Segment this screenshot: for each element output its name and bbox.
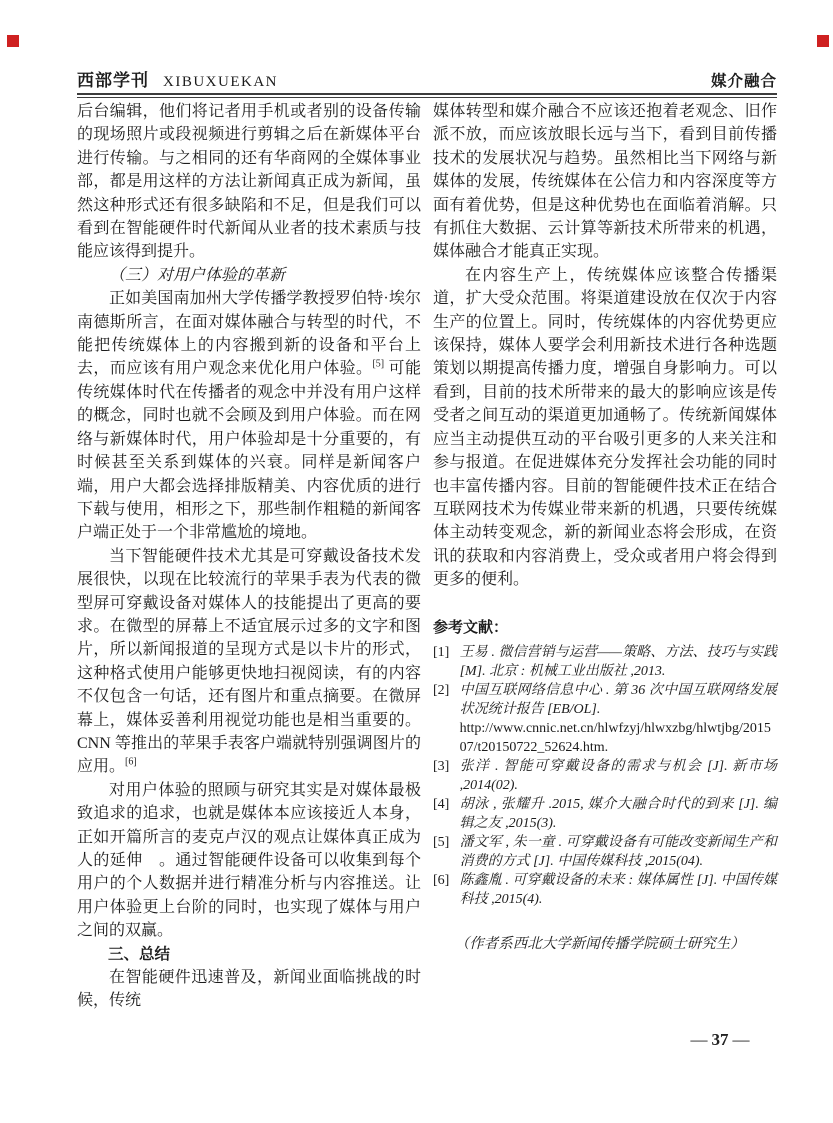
citation-ref-5: [5] (372, 359, 385, 371)
citation-ref-6: [6] (125, 757, 137, 769)
reference-item-3 (433, 757, 777, 795)
corner-marker-left (7, 35, 19, 47)
reference-text: 潘文军 , 朱一童 . 可穿戴设备有可能改变新闻生产和消费的方式 [J]. 中国传媒科技 ,2015(04). (459, 834, 777, 869)
reference-label: [5] (433, 834, 450, 850)
author-note: （作者系西北大学新闻传播学院硕士研究生） (454, 935, 745, 952)
page-number-dash-right: — (732, 1030, 750, 1049)
journal-title-en: XIBUXUEKAN (163, 74, 278, 90)
page-number-dash-left: — (690, 1030, 708, 1049)
paragraph-text: 可能传统媒体时代在传播者的观念中并没有用户这样的概念，同时也就不会顾及到用户体验。而在网络与新媒体时代，用户体验却是十分重要的，有时候甚至关系到媒体的兴衰。同样是新闻客户端，用户大都会选择排版精美、内容优质的进行下载与使用，相形之下，那些制作粗糙的新闻客户端正处于一个非常尴尬的境地。 (77, 360, 421, 542)
paragraph-content-production: 在内容生产上，传统媒体应该整合传播渠道，扩大受众范围。将渠道建设放在仅次于内容生产的位置上。同时，传统媒体的内容优势更应该保持，媒体人要学会利用新技术进行各种选题策划以期提高传播力度，增强自身影响力。可以看到，目前的技术所带来的最大的影响应该是传受者之间互动的渠道更加通畅了。传统新闻媒体应当主动提供互动的平台吸引更多的人来关注和参与报道。在促进媒体充分发挥社会功能的同时也丰富传播内容。目前的智能硬件技术正在结合互联网技术为传媒业带来新的机遇，只要传统媒体主动转变观念，新的新闻业态将会形成，在资讯的获取和内容消费上，受众或者用户将会得到更多的便利。 (433, 266, 777, 589)
journal-title-group (77, 66, 278, 91)
paragraph-text: 正如美国南加州大学传播学教授罗伯特·埃尔南德斯所言，在面对媒体融合与转型的时代，不能把传统媒体上的内容搬到新的设备和平台上去，而应该有用户观念来优化用户体验。 (77, 290, 421, 378)
paragraph-summary-start: 在智能硬件迅速普及，新闻业面临挑战的时候，传统 (77, 969, 421, 1010)
page-header (77, 66, 777, 98)
page-number (655, 1030, 785, 1050)
reference-label: [3] (433, 758, 450, 774)
reference-item-4 (433, 795, 777, 833)
reference-text: 中国互联网络信息中心 . 第 36 次中国互联网络发展状况统计报告 [EB/OL]. (459, 682, 777, 717)
reference-text: 陈鑫胤 . 可穿戴设备的未来 : 媒体属性 [J]. 中国传媒科技 ,2015(4). (459, 872, 777, 907)
reference-item-1 (433, 643, 777, 681)
paragraph-user-experience (77, 287, 421, 544)
reference-label: [4] (433, 796, 450, 812)
header-divider-rule (77, 93, 777, 98)
corner-marker-right (817, 35, 829, 47)
reference-label: [2] (433, 682, 450, 698)
page-number-value: 37 (711, 1030, 729, 1049)
right-column (433, 100, 777, 971)
subsection-heading-3: （三）对用户体验的革新 (109, 266, 286, 284)
section-heading-summary: 三、总结 (108, 945, 171, 963)
reference-label: [1] (433, 644, 450, 660)
reference-text: 胡泳 , 张耀升 .2015, 媒介大融合时代的到来 [J]. 编辑之友 ,2015(3). (459, 796, 777, 831)
paragraph-summary-continuation: 媒体转型和媒介融合不应该还抱着老观念、旧作派不放，而应该放眼长远与当下，看到目前传播技术的发展状况与趋势。虽然相比当下网络与新媒体的发展，传统媒体在公信力和内容深度等方面有着优势，但是这种优势也在面临着消解。只有抓住大数据、云计算等新技术所带来的机遇，媒体融合才能真正实现。 (433, 103, 777, 261)
reference-item-6 (433, 871, 777, 909)
reference-label: [6] (433, 872, 450, 888)
section-label: 媒介融合 (710, 73, 777, 90)
reference-text: 王易 . 微信营销与运营——策略、方法、技巧与实践 [M]. 北京 : 机械工业出版社 ,2013. (459, 644, 777, 679)
paragraph-wearable (77, 545, 421, 779)
references-heading: 参考文献： (433, 618, 509, 636)
references-list (433, 643, 777, 909)
reference-item-2 (433, 681, 777, 757)
journal-title-cn: 西部学刊 (77, 71, 149, 90)
paragraph-continuation: 后台编辑，他们将记者用手机或者别的设备传输的现场照片或段视频进行剪辑之后在新媒体平台进行传输。与之相同的还有华商网的全媒体事业部，都是用这样的方法让新闻真正成为新闻，虽然这种形式还有很多缺陷和不足，但是我们可以看到在智能硬件时代新闻从业者的技术素质与技能应该得到提升。 (77, 103, 421, 261)
reference-item-5 (433, 833, 777, 871)
reference-text: 张洋 . 智能可穿戴设备的需求与机会 [J]. 新市场 ,2014(02). (459, 758, 777, 793)
reference-url: http://www.cnnic.net.cn/hlwfzyj/hlwxzbg/hlwtjbg/201507/t20150722_52624.htm. (459, 720, 771, 755)
paragraph-text: 当下智能硬件技术尤其是可穿戴设备技术发展很快，以现在比较流行的苹果手表为代表的微型屏可穿戴设备对媒体人的技能提出了更高的要求。在微型的屏幕上不适宜展示过多的文字和图片，所以新闻报道的呈现方式是以卡片的形式，这种格式使用户能够更快地扫视阅读，有的内容不仅包含一句话，还有图片和重点摘要。在微屏幕上，媒体妥善利用视觉功能也是相当重要的。CNN 等推出的苹果手表客户端就特别强调图片的应用。 (77, 547, 421, 776)
left-column (77, 100, 438, 1013)
header-row (77, 66, 777, 88)
paragraph-user-care: 对用户体验的照顾与研究其实是对媒体最极致追求的追求，也就是媒体本应该接近人本身，正如开篇所言的麦克卢汉的观点让媒体真正成为 人的延伸 。通过智能硬件设备可以收集到每个用户的个人数据并进行精准分析与内容推送。让用户体验更上台阶的同时，也实现了媒体与用户之间的双赢。 (77, 781, 438, 940)
